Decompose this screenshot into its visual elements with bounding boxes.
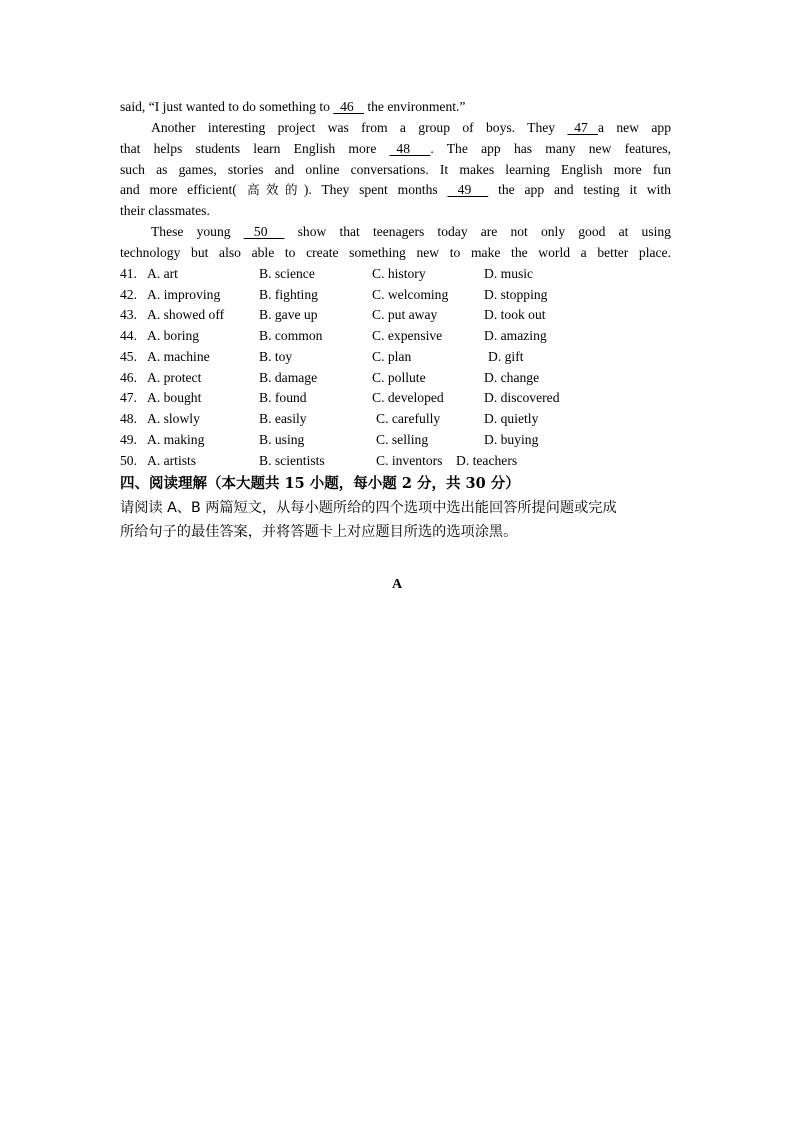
option-d: D. took out	[484, 307, 546, 322]
option-d: D. quietly	[484, 411, 539, 426]
passage-line-3	[120, 140, 671, 157]
question-number: 43.	[120, 307, 137, 322]
passage-text: and more efficient(	[120, 182, 237, 197]
chinese-gloss: 高效的	[236, 182, 304, 197]
blank-49: 49	[447, 182, 489, 197]
question-number: 50.	[120, 453, 137, 468]
passage-line-2	[151, 119, 671, 136]
option-b: B. toy	[259, 349, 293, 364]
passage-line-4: such as games, stories and online conversations. It makes learning English more fun	[120, 162, 671, 177]
option-b: B. found	[259, 390, 307, 405]
option-a: A. boring	[147, 328, 200, 343]
option-c: C. developed	[372, 390, 444, 405]
passage-text: said, “I just wanted to do something to	[120, 99, 334, 114]
option-d: D. buying	[484, 432, 539, 447]
blank-46: 46	[333, 99, 364, 114]
option-c: C. history	[372, 266, 426, 281]
option-c: C. inventors	[376, 453, 443, 468]
option-c: C. pollute	[372, 370, 426, 385]
option-d: D. gift	[488, 349, 524, 364]
question-number: 47.	[120, 390, 137, 405]
passage-line-8: technology but also able to create something new to make the world a better place.	[120, 245, 671, 260]
option-a: A. artists	[147, 453, 197, 468]
option-a: A. slowly	[147, 411, 200, 426]
option-a: A. improving	[147, 287, 221, 302]
option-b: B. gave up	[259, 307, 318, 322]
passage-line-7	[151, 223, 671, 240]
option-d: D. stopping	[484, 287, 548, 302]
passage-line-5	[120, 181, 671, 198]
option-d: D. change	[484, 370, 540, 385]
option-c: C. plan	[372, 349, 412, 364]
passage-text: the environment.”	[363, 99, 466, 114]
passage-text: show that teenagers today are not only good at using	[284, 224, 671, 239]
option-b: B. scientists	[259, 453, 325, 468]
option-c: C. carefully	[376, 411, 441, 426]
question-number: 42.	[120, 287, 137, 302]
instruction-line-2: 所给句子的最佳答案，并将答题卡上对应题目所选的选项涂黑。	[120, 524, 518, 540]
passage-text: a new app	[598, 120, 671, 135]
option-a: A. bought	[147, 390, 202, 405]
instruction-line-1: 请阅读 A、B 两篇短文，从每小题所给的四个选项中选出能回答所提问题或完成	[120, 500, 617, 516]
option-c: C. expensive	[372, 328, 443, 343]
passage-text: that helps students learn English more	[120, 141, 390, 156]
option-b: B. science	[259, 266, 315, 281]
question-number: 45.	[120, 349, 137, 364]
section-title: 四、阅读理解（本大题共 15 小题，每小题 2 分，共 30 分）	[120, 475, 520, 492]
passage-line-6: their classmates.	[120, 203, 210, 218]
option-a: A. making	[147, 432, 205, 447]
option-b: B. damage	[259, 370, 318, 385]
question-number: 46.	[120, 370, 137, 385]
option-d: D. discovered	[484, 390, 560, 405]
passage-heading: A	[391, 577, 403, 592]
blank-48: 48	[389, 141, 431, 156]
passage-line-1	[120, 98, 671, 115]
option-a: A. showed off	[147, 307, 225, 322]
option-b: B. easily	[259, 411, 307, 426]
passage-text: Another interesting project was from a group of boys. They	[151, 120, 568, 135]
option-c: C. selling	[376, 432, 429, 447]
option-a: A. protect	[147, 370, 202, 385]
question-number: 48.	[120, 411, 137, 426]
passage-text: These young	[151, 224, 244, 239]
option-d: D. music	[484, 266, 534, 281]
option-c: C. welcoming	[372, 287, 449, 302]
passage-text: . The app has many new features,	[430, 141, 671, 156]
blank-47: 47	[567, 120, 599, 135]
question-number: 49.	[120, 432, 137, 447]
option-b: B. common	[259, 328, 323, 343]
option-a: A. art	[147, 266, 178, 281]
option-d: D. teachers	[456, 453, 518, 468]
blank-50: 50	[243, 224, 285, 239]
option-b: B. fighting	[259, 287, 318, 302]
option-a: A. machine	[147, 349, 210, 364]
question-number: 44.	[120, 328, 137, 343]
option-c: C. put away	[372, 307, 438, 322]
passage-text: ). They spent months	[303, 182, 448, 197]
question-number: 41.	[120, 266, 137, 281]
passage-text: the app and testing it with	[488, 182, 671, 197]
option-d: D. amazing	[484, 328, 547, 343]
option-b: B. using	[259, 432, 305, 447]
